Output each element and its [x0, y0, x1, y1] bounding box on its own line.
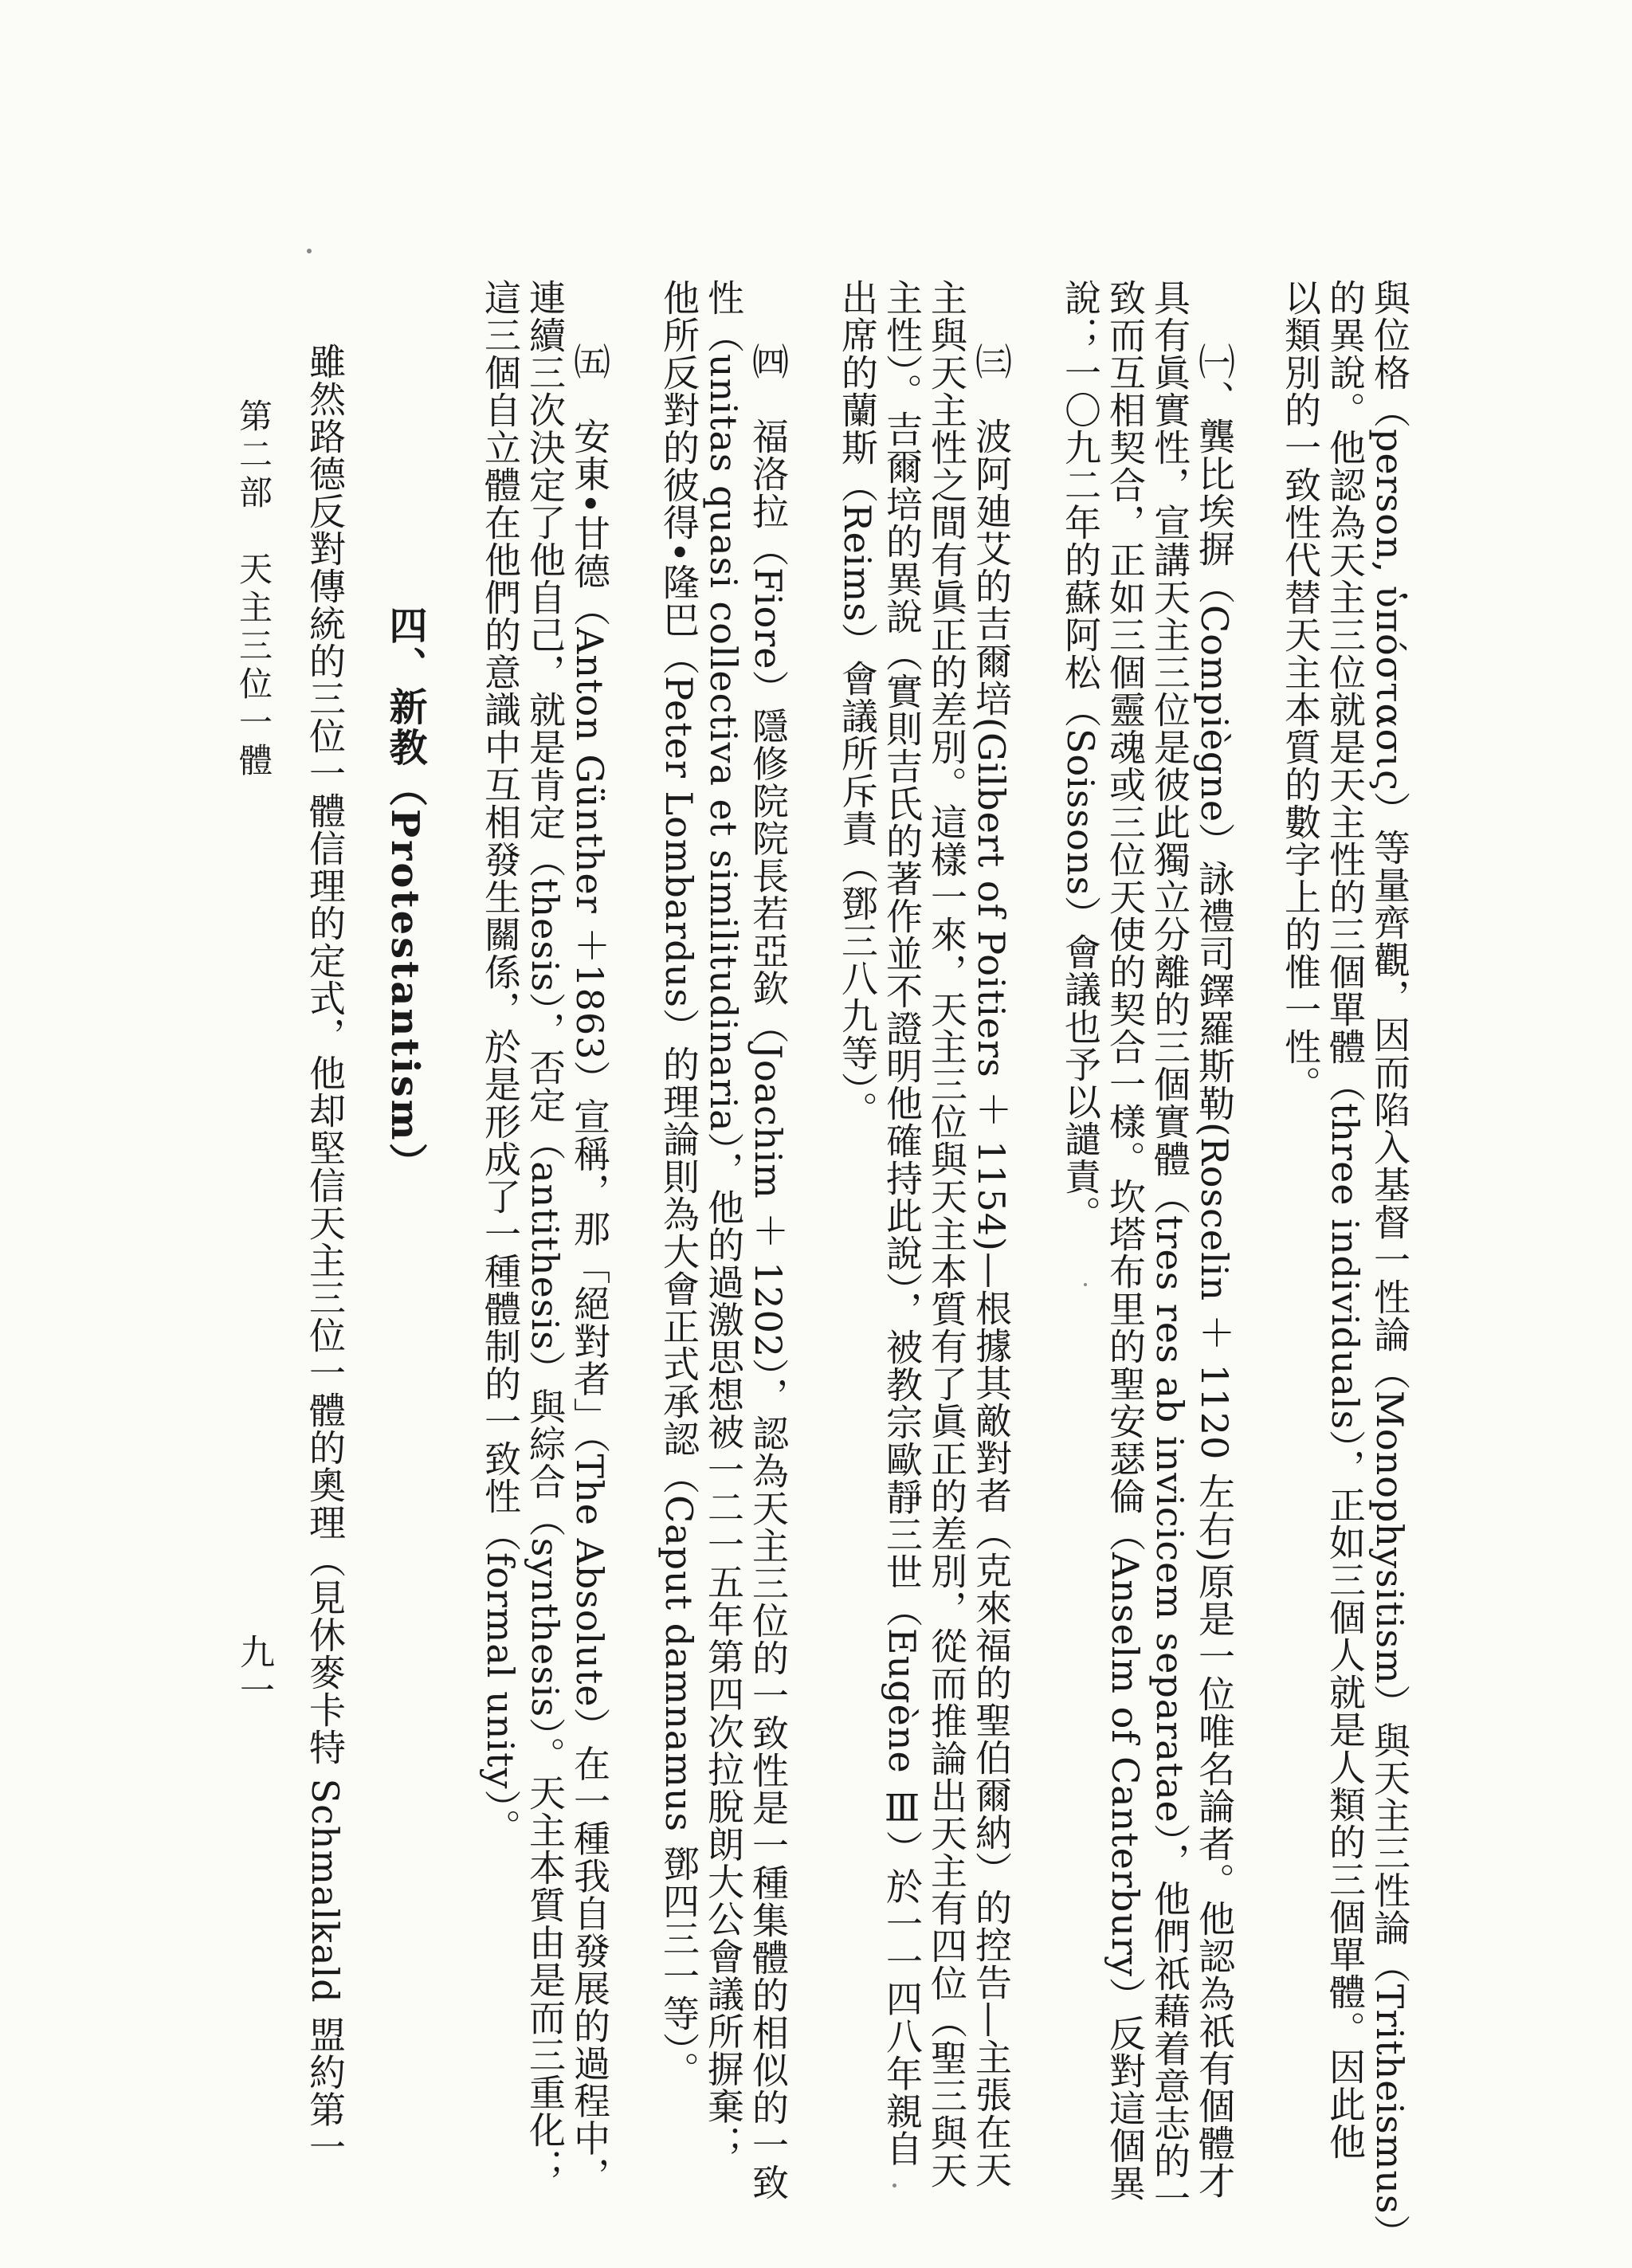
text-column-15: ㈤ 安東•甘德（Anton Günther ＋1863）宣稱，那「絕對者」（The Absolute）在一種我自發展的過程中， [568, 343, 611, 2195]
text-column-12: ㈣ 福洛拉（Fiore）隱修院院長若亞欽（Joachim ＋ 1202），認為天主三位的一致性是一種集體的相似的一致 [747, 343, 790, 2202]
page-number: 九一 [233, 1634, 274, 1710]
text-column-11: 出席的蘭斯（Reims）會議所斥責（鄧三八九等）。 [836, 279, 879, 1128]
text-column-2: 的異說。他認為天主三位就是天主性的三個單體（three individuals），正如三個人就是人類的三個單體。因此他 [1324, 279, 1367, 2161]
text-column-7: 說；一〇九二年的蘇阿松（Soissons）會議也予以譴責。 [1059, 279, 1102, 1234]
text-column-13: 性（unitas quasi collectiva et similitudinaria），他的過激思想被一二一五年第四次拉脫朗大公會議所摒棄； [702, 279, 745, 2163]
text-column-9: 主與天主性之間有眞正的差別。這樣一來，天主三位與天主本質有了眞正的差別，從而推論出天主有四位（聖三與天 [925, 279, 968, 2189]
text-column-10: 主性）。吉爾培的異說（實則吉氏的著作並不證明他確持此說），被教宗歐靜三世（Eugène Ⅲ）於一一四八年親自 [881, 279, 924, 2168]
running-head: 第二部 天主三位一體 [234, 398, 273, 781]
text-column-14: 他所反對的彼得•隆巴（Peter Lombardus）的理論則為大會正式承認（Caput damnamus 鄧四三一等）。 [657, 279, 700, 2089]
section-heading: 四、新教（Protestantism） [382, 606, 427, 1183]
text-column-16: 連續三次決定了他自己，就是肯定（thesis），否定（antithesis）與綜合（synthesis）。天主本質由是而三重化； [524, 279, 567, 2187]
text-column-8: ㈢ 波阿廸艾的吉爾培(Gilbert of Poitiers ＋ 1154)—根據其敵對者（克來福的聖伯爾納）的控告—主張在天 [970, 343, 1013, 2188]
scan-speck [892, 2184, 896, 2188]
text-column-1: 與位格（person, ὑπόστασις）等量齊觀，因而陷入基督一性論（Monophysitism）與天主三性論（Tritheismus） [1368, 279, 1411, 2252]
text-column-17: 這三個自立體在他們的意識中互相發生關係，於是形成了一種體制的一致性（formal unity）。 [479, 279, 522, 1846]
text-column-trailing: 雖然路德反對傳統的三位一體信理的定式，他却堅信天主三位一體的奧理（見休麥卡特 Schmalkald 盟約第一 [304, 343, 347, 2166]
text-column-6: 致而互相契合，正如三個靈魂或三位天使的契合一樣。坎塔布里的聖安瑟倫（Anselm of Canterbury）反對這個異 [1104, 279, 1147, 2202]
text-column-3: 以類別的一致性代替天主本質的數字上的惟一性。 [1279, 279, 1322, 1103]
scan-speck [307, 249, 312, 253]
scan-speck [1084, 1283, 1087, 1286]
text-column-4: ㈠、龔比埃摒（Compiègne）詠禮司鐸羅斯勒(Roscelin ＋ 1120 左右)原是一位唯名論者。他認為祇有個體才 [1193, 343, 1236, 2199]
text-column-5: 具有眞實性，宣講天主三位是彼此獨立分離的三個實體（tres res ab invicicem separatae），他們祇藉着意志的一 [1148, 279, 1191, 2217]
